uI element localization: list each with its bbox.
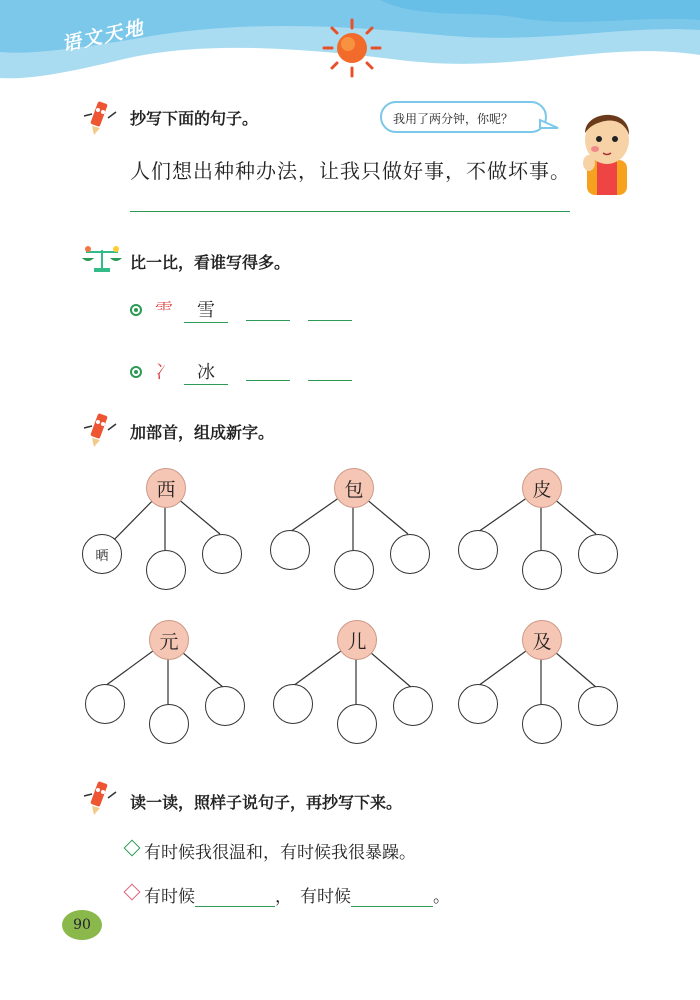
fill-blank-2[interactable] bbox=[351, 886, 433, 907]
tree-root-char: 及 bbox=[522, 620, 562, 660]
fill-blank-1[interactable] bbox=[195, 886, 275, 907]
header-title: 语文天地 bbox=[60, 16, 147, 56]
prompt-end: 。 bbox=[433, 887, 450, 907]
leaf-circle[interactable] bbox=[270, 530, 310, 570]
tree-root-char: 皮 bbox=[522, 468, 562, 508]
leaf-circle[interactable] bbox=[146, 550, 186, 590]
radical-rain: ⻗ bbox=[155, 300, 173, 321]
speech-bubble-text: 我用了两分钟，你呢？ bbox=[393, 112, 514, 126]
leaf-circle[interactable] bbox=[205, 686, 245, 726]
leaf-circle[interactable] bbox=[522, 550, 562, 590]
leaf-circle[interactable] bbox=[522, 704, 562, 744]
example-char: 冰 bbox=[184, 358, 228, 385]
leaf-circle[interactable] bbox=[393, 686, 433, 726]
leaf-circle[interactable] bbox=[458, 530, 498, 570]
leaf-circle: 晒 bbox=[82, 534, 122, 574]
radical-ice: 冫 bbox=[155, 362, 173, 383]
leaf-circle[interactable] bbox=[578, 534, 618, 574]
leaf-circle[interactable] bbox=[202, 534, 242, 574]
section3-instruction: 加部首，组成新字。 bbox=[130, 423, 275, 442]
tree-root-char: 包 bbox=[334, 468, 374, 508]
page-number: 90 bbox=[62, 910, 102, 940]
example-sentence: 有时候我很温和，有时候我很暴躁。 bbox=[144, 843, 416, 863]
tree-root-char: 儿 bbox=[337, 620, 377, 660]
tree-root-char: 元 bbox=[149, 620, 189, 660]
section2-instruction: 比一比，看谁写得多。 bbox=[130, 253, 291, 272]
example-char: 雪 bbox=[184, 296, 228, 323]
tree-root-char: 西 bbox=[146, 468, 186, 508]
leaf-circle[interactable] bbox=[458, 684, 498, 724]
section1-instruction: 抄写下面的句子。 bbox=[130, 109, 259, 128]
leaf-circle[interactable] bbox=[578, 686, 618, 726]
prompt-sep: ， bbox=[275, 887, 292, 907]
leaf-circle[interactable] bbox=[273, 684, 313, 724]
leaf-circle[interactable] bbox=[337, 704, 377, 744]
leaf-circle[interactable] bbox=[390, 534, 430, 574]
prompt-part1: 有时候 bbox=[144, 887, 195, 907]
pencil-mascot-icon bbox=[80, 778, 120, 816]
leaf-circle[interactable] bbox=[334, 550, 374, 590]
fill-sentence bbox=[144, 882, 450, 907]
leaf-circle[interactable] bbox=[149, 704, 189, 744]
copy-sentence: 人们想出种种办法，让我只做好事，不做坏事。 bbox=[130, 159, 571, 183]
leaf-circle[interactable] bbox=[85, 684, 125, 724]
prompt-part2: 有时候 bbox=[300, 887, 351, 907]
section4-instruction: 读一读，照样子说句子，再抄写下来。 bbox=[130, 793, 403, 812]
